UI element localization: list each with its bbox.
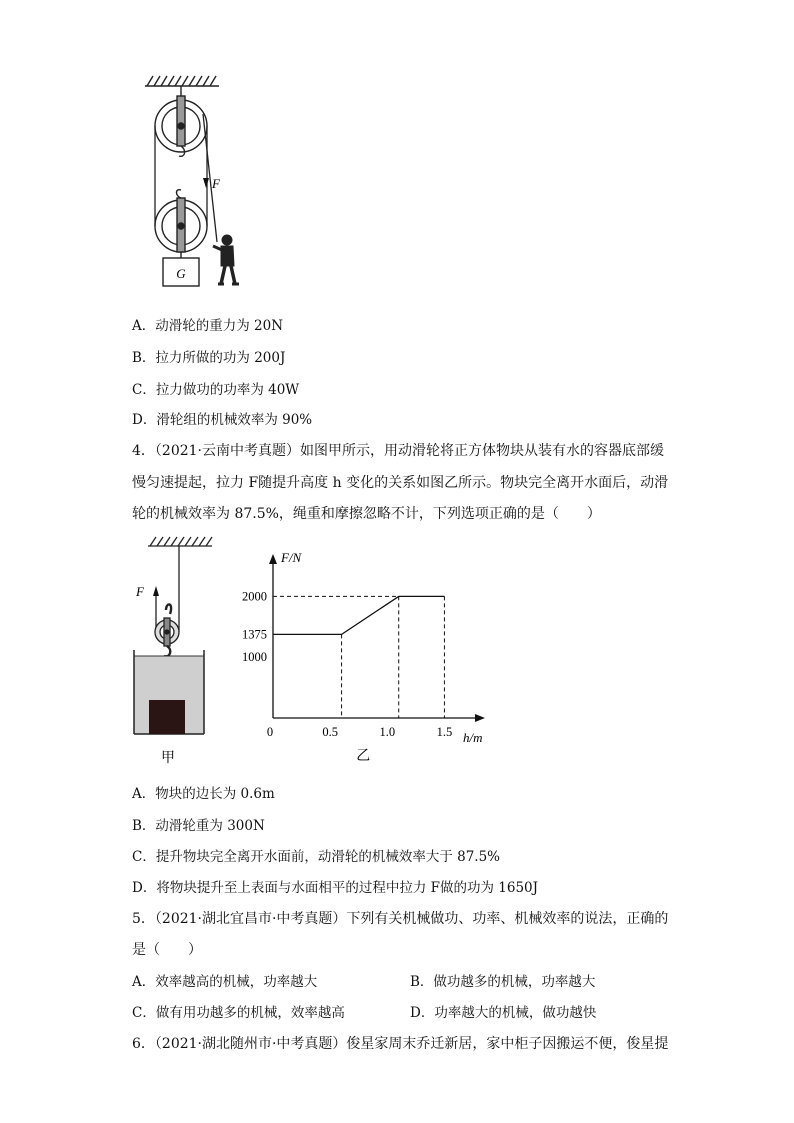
q5-option-b: B．做功越多的机械，功率越大 <box>410 974 596 990</box>
f-h-line <box>273 596 444 634</box>
q4-stem-line1: 4．（2021·云南中考真题）如图甲所示，用动滑轮将正方体物块从装有水的容器底部缓 <box>132 443 664 459</box>
x-tick-label: 1.0 <box>379 725 396 739</box>
ceiling-hatch <box>148 537 212 546</box>
movable-pulley <box>155 190 207 258</box>
weight-box <box>163 258 199 286</box>
q3-option-a: A．动滑轮的重力为 20N <box>132 318 284 334</box>
q5-stem-line1: 5．（2021·湖北宜昌市·中考真题）下列有关机械做功、功率、机械效率的说法，正确的 <box>132 911 669 927</box>
q4-option-b: B．动滑轮重为 300N <box>132 818 265 834</box>
q5-stem-line2: 是（ ） <box>132 942 202 958</box>
q5-option-d: D．功率越大的机械，做功越快 <box>410 1005 597 1021</box>
force-label: F <box>136 584 144 599</box>
q4-stem-line2: 慢匀速提起，拉力 F随提升高度 h 变化的关系如图乙所示。物块完全离开水面后，动滑 <box>132 475 669 491</box>
ceiling-hatch <box>145 76 219 86</box>
q6-stem-line1: 6．（2021·湖北随州市·中考真题）俊星家周末乔迁新居，家中柜子因搬运不便，俊星提 <box>132 1036 669 1052</box>
figure-yi-caption: 乙 <box>356 748 371 764</box>
y-axis-arrow <box>269 554 277 564</box>
q4-option-c: C．提升物块完全离开水面前，动滑轮的机械效率大于 87.5% <box>132 849 501 865</box>
figure-yi-chart <box>228 548 498 773</box>
force-arrow <box>203 176 221 191</box>
q5-option-a: A．效率越高的机械，功率越大 <box>132 974 318 990</box>
q4-option-d: D．将物块提升至上表面与水面相平的过程中拉力 F做的功为 1650J <box>132 880 539 896</box>
q4-stem-line3: 轮的机械效率为 87.5%，绳重和摩擦忽略不计，下列选项正确的是（ ） <box>132 506 601 522</box>
q3-option-c: C．拉力做功的功率为 40W <box>132 382 300 398</box>
x-tick-label: 0 <box>266 725 274 739</box>
q3-option-b: B．拉力所做的功为 200J <box>132 350 286 366</box>
y-tick-label: 1375 <box>242 627 267 642</box>
x-axis-arrow <box>475 714 485 722</box>
q5-option-c: C．做有用功越多的机械，效率越高 <box>132 1005 345 1021</box>
figure-jia <box>128 532 223 772</box>
q4-option-a: A．物块的边长为 0.6m <box>132 786 275 802</box>
weight-label: G <box>176 266 186 281</box>
y-tick-label: 1000 <box>242 650 267 665</box>
x-tick-label: 0.5 <box>322 725 338 739</box>
cube-block <box>149 700 185 734</box>
q3-option-d: D．滑轮组的机械效率为 90% <box>132 412 313 428</box>
person-figure <box>213 235 239 284</box>
fixed-pulley <box>155 86 207 156</box>
pulley-system-figure <box>135 70 255 295</box>
figure-jia-caption: 甲 <box>161 750 175 766</box>
force-label: F <box>212 176 220 191</box>
x-axis-label: h/m <box>463 730 483 745</box>
x-tick-label: 1.5 <box>436 725 453 739</box>
y-axis-label: F/N <box>281 550 302 565</box>
y-tick-label: 2000 <box>242 589 267 604</box>
